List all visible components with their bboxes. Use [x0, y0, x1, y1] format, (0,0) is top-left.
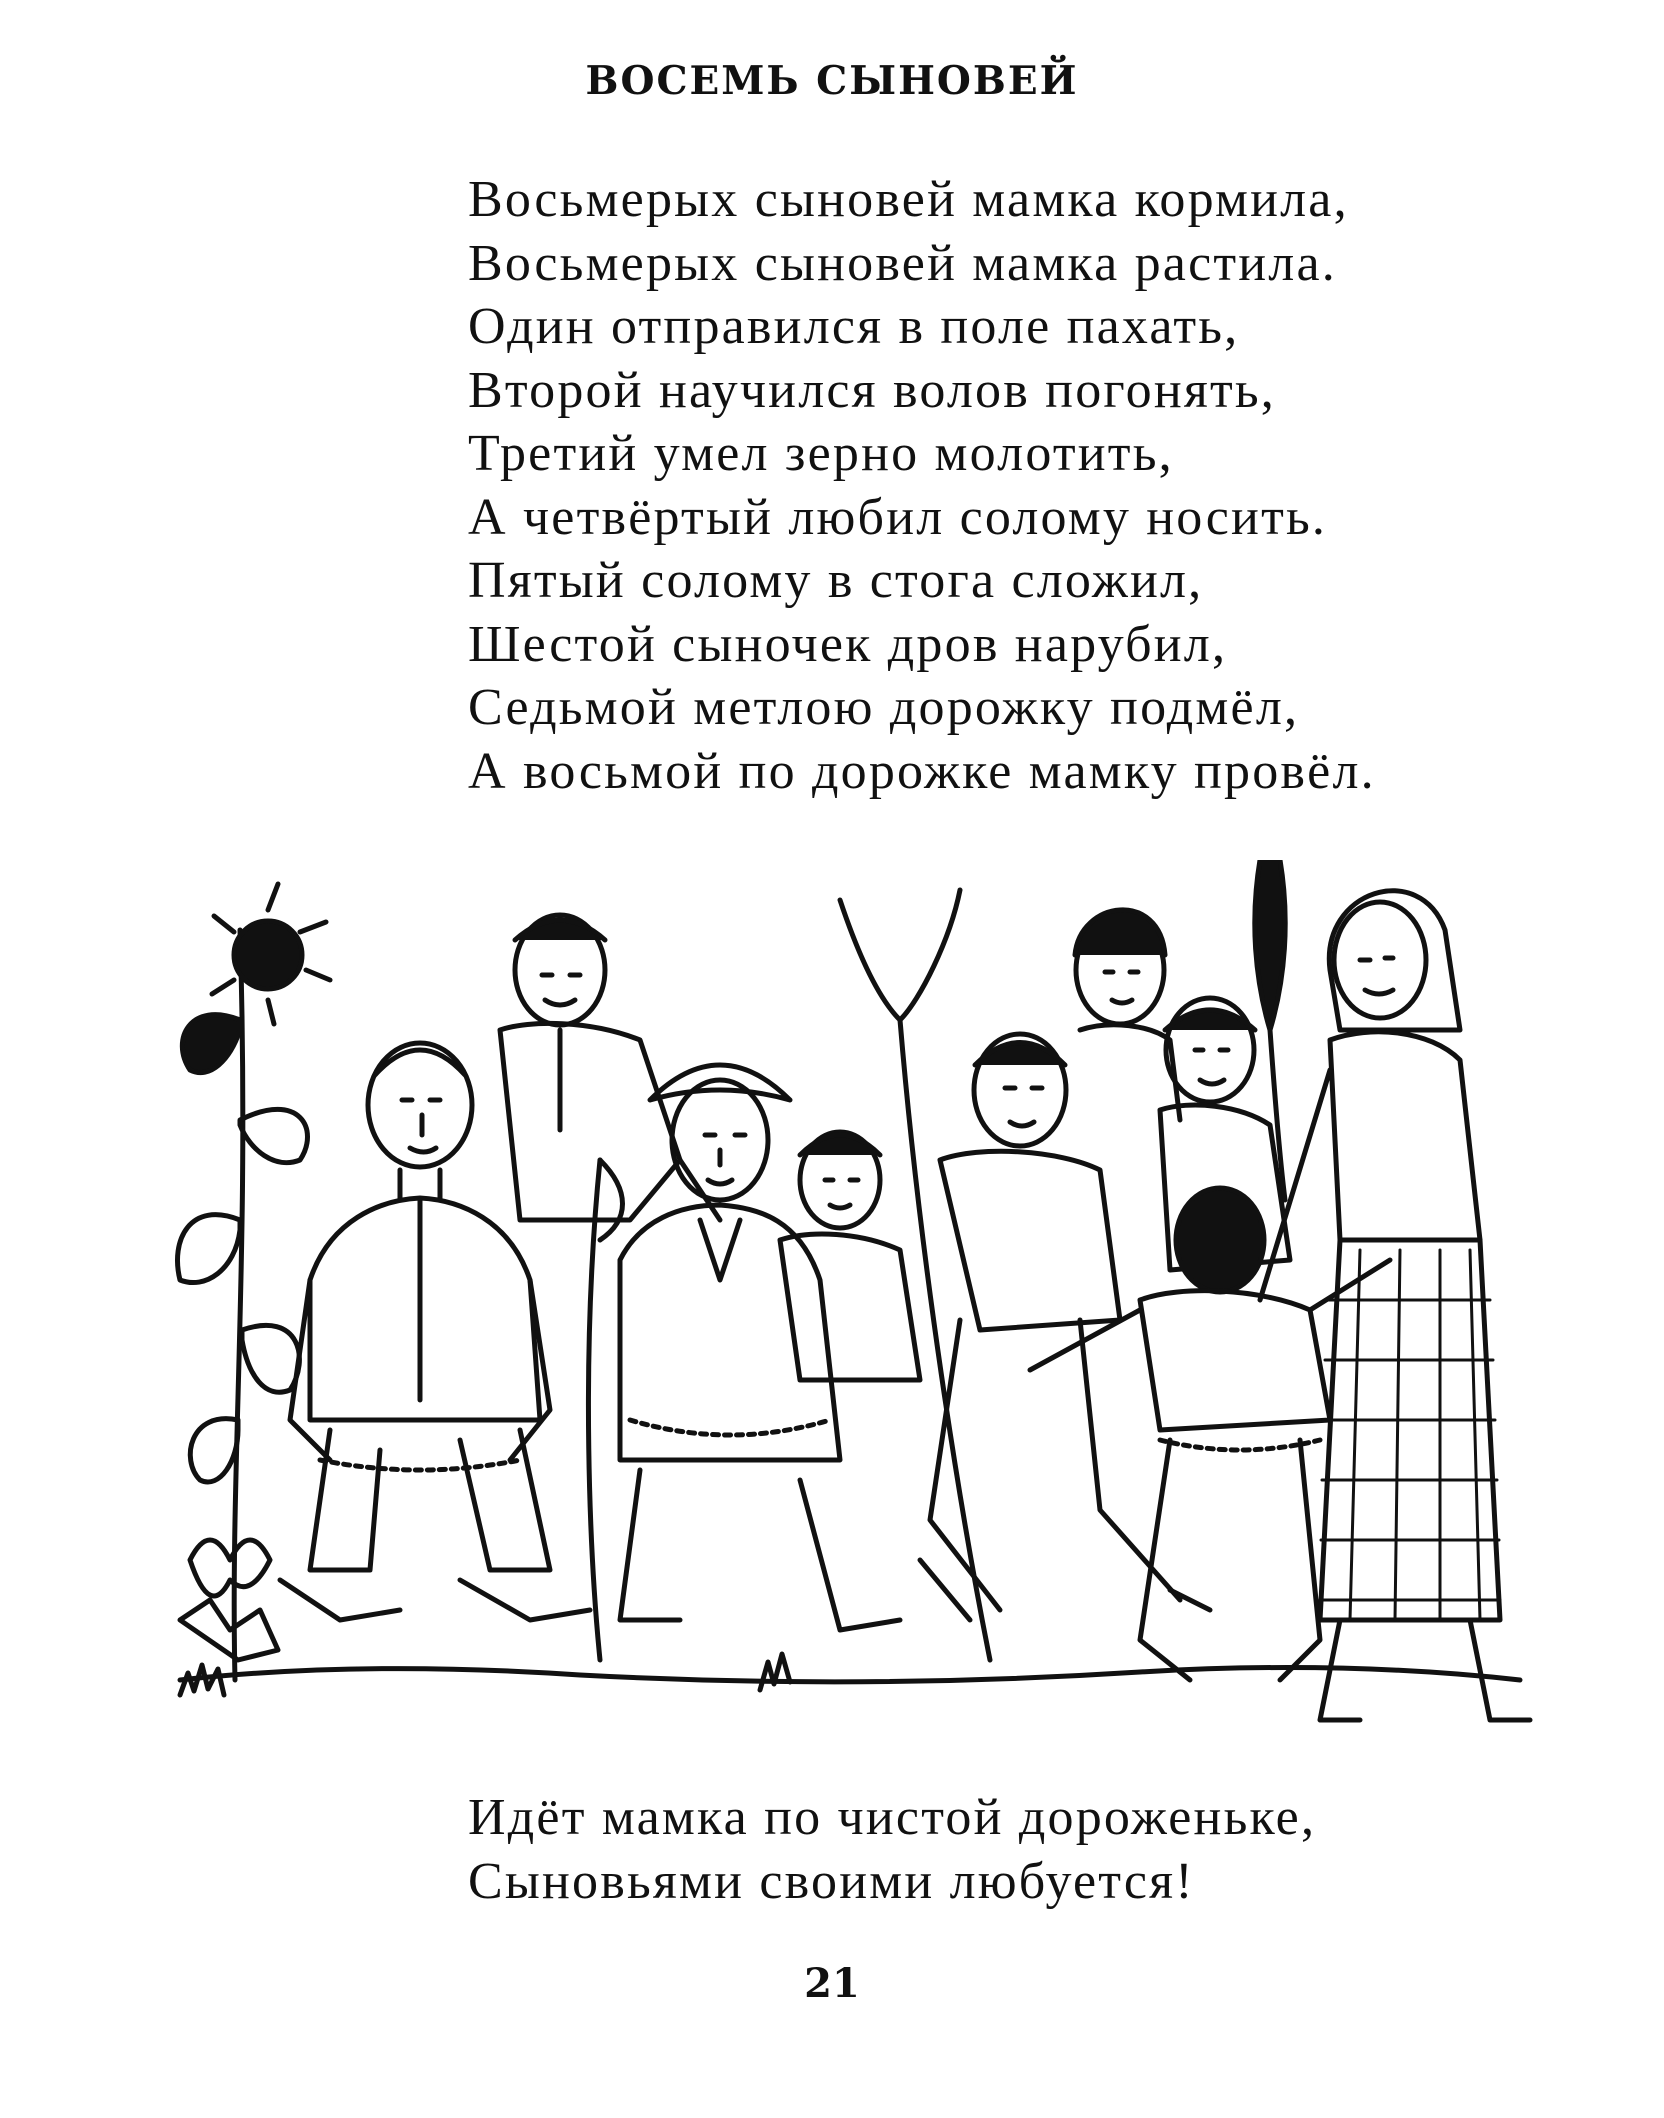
ground-icon	[180, 1654, 1520, 1695]
verse-line: Сыновьями своими любуется!	[468, 1852, 1195, 1910]
page-number: 21	[804, 1960, 860, 2007]
sunflower-icon	[178, 884, 331, 1680]
verse-line: Седьмой метлою дорожку подмёл,	[468, 679, 1300, 736]
son-figure-icon	[1075, 910, 1180, 1120]
verse-line: Третий умел зерно молотить,	[468, 425, 1174, 482]
son-figure-icon	[280, 1043, 590, 1620]
verse-line: Второй научился волов погонять,	[468, 361, 1277, 419]
verse-line: Восьмерых сыновей мамка кормила,	[468, 171, 1349, 228]
poem-title: ВОСЕМЬ СЫНОВЕЙ	[585, 58, 1079, 104]
verse-line: Пятый солому в стога сложил,	[468, 552, 1204, 609]
verse-line: Шестой сыночек дров нарубил,	[468, 615, 1228, 673]
verse-line: А восьмой по дорожке мамку провёл.	[468, 742, 1376, 800]
stanza-1	[468, 168, 1376, 803]
verse-line: Восьмерых сыновей мамка растила.	[468, 234, 1337, 292]
verse-line: А четвёртый любил солому носить.	[468, 488, 1328, 546]
son-figure-icon	[780, 1132, 920, 1380]
stanza-2	[468, 1786, 1316, 1913]
verse-line: Один отправился в поле пахать,	[468, 298, 1240, 355]
family-illustration-icon	[160, 860, 1540, 1760]
verse-line: Идёт мамка по чистой дороженьке,	[468, 1789, 1317, 1846]
son-figure-icon	[1030, 1188, 1390, 1680]
